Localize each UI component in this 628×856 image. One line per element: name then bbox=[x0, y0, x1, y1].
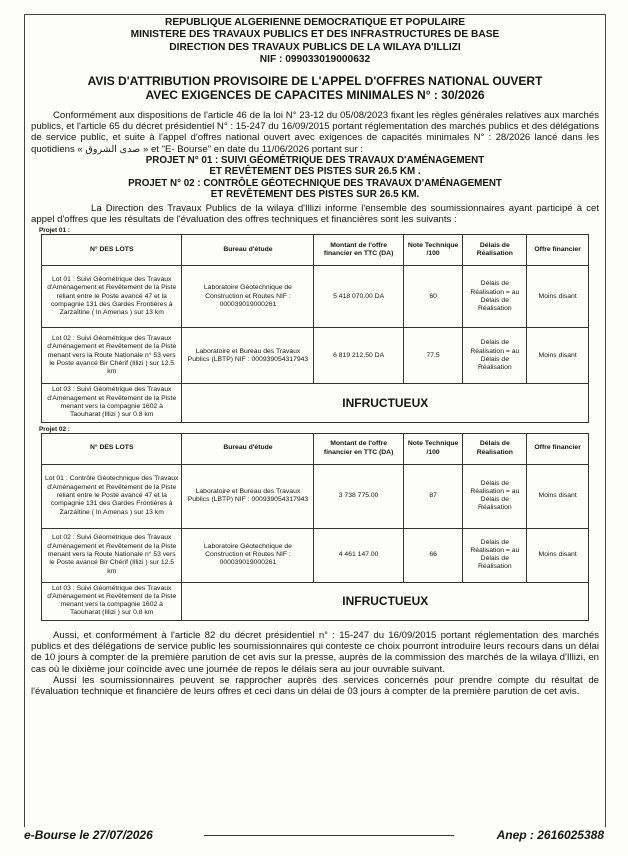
infructueux-cell: INFRUCTUEUX bbox=[182, 582, 589, 620]
header-direction: DIRECTION DES TRAVAUX PUBLICS DE LA WILAYA D'ILLIZI bbox=[169, 41, 461, 53]
col-bureau: Bureau d'étude bbox=[182, 235, 314, 266]
header-nif: NIF : 099033019000632 bbox=[259, 54, 371, 66]
project-2-line-1: PROJET N° 02 : CONTRÔLE GÉOTECHNIQUE DES TRAVAUX D'AMÉNAGEMENT bbox=[128, 177, 502, 189]
note-cell: 66 bbox=[403, 528, 463, 582]
lot-cell: Lot 01 : Contrôle Géotechnique des Travaux d'Aménagement et Revêtement de la Piste reliant entre le Poste avancé 47 et la compagnie 131 des Gardes Frontières à Zarzaïtine ( In Amenas ) sur 13 km bbox=[42, 464, 182, 528]
footer bbox=[24, 826, 604, 842]
project-list bbox=[25, 155, 605, 201]
recours-paragraph: Aussi, et conformément à l'article 82 du décret présidentiel n° : 15-247 du 16/09/2015 portant réglementation des marchés publics et des délégations de service public les soumissionnaires qui conteste ce choix pourront introduire leurs recours dans un délai de 10 jours à compter de la première parution de cet avis sur la presse, auprès de la commission des marchés de la wilaya d'Illizi, en cas où le dixième jour coïncide avec une journée de repos le délais sera au jour ouvrable suivant. bbox=[31, 629, 599, 675]
project-2-table bbox=[41, 433, 589, 621]
consultation-paragraph: Aussi les soumissionnaires peuvent se rapprocher auprès des services concernés pour prendre compte du résultat de l'évaluation technique et financière de leurs offres et ceci dans un délai de 03 jours à compter de la première parution de cet avis. bbox=[31, 674, 599, 698]
col-note: Note Technique /100 bbox=[403, 433, 463, 464]
project-2-tag: Projet 02 : bbox=[39, 425, 70, 433]
project-2-line-2: ET REVÊTEMENT DES PISTES SUR 26.5 KM. bbox=[210, 189, 420, 201]
col-montant: Montant de l'offre financier en TTC (DA) bbox=[314, 433, 403, 464]
montant-cell: 5 418 070.00 DA bbox=[314, 266, 403, 328]
notice-title bbox=[25, 74, 605, 102]
bureau-cell: Laboratoire et Bureau des Travaux Publics (LBTP) NIF : 000939054317943 bbox=[182, 328, 314, 384]
col-delais: Délais de Réalisation bbox=[463, 235, 527, 266]
offre-cell: Moins disant bbox=[527, 266, 589, 328]
col-delais: Délais de Réalisation bbox=[463, 433, 527, 464]
table-row bbox=[42, 582, 589, 620]
col-lots: N° DES LOTS bbox=[42, 235, 182, 266]
footer-anep: Anep : 2616025388 bbox=[496, 828, 604, 842]
table-row bbox=[42, 328, 589, 384]
notice-frame bbox=[24, 14, 606, 827]
project-1-line-1: PROJET N° 01 : SUIVI GÉOMÉTRIQUE DES TRAVAUX D'AMÉNAGEMENT bbox=[145, 154, 485, 166]
montant-cell: 4 461 147.00 bbox=[314, 528, 403, 582]
project-1-line-2: ET REVÊTEMENT DES PISTES SUR 26.5 KM . bbox=[209, 166, 421, 178]
bureau-cell: Laboratoire Géotechnique de Construction et Routes NIF : 000039019000261 bbox=[182, 266, 314, 328]
lot-cell: Lot 03 : Suivi Géométrique des Travaux d'Aménagement et Revêtement de la Piste menant vers la compagnie 1602 à Taouharat (Illizi ) sur 0.8 km bbox=[42, 384, 182, 422]
document-page bbox=[8, 4, 620, 852]
informs-paragraph: La Direction des Travaux Publics de la wilaya d'Illizi informe l'ensemble des soumissionnaires ayant participé à cet appel d'offres que les résultats de l'évaluation des offres techniques et financières sont les suivants : bbox=[31, 202, 599, 226]
bureau-cell: Laboratoire et Bureau des Travaux Publics (LBTP) NIF : 000939054317943 bbox=[182, 464, 314, 528]
offre-cell: Moins disant bbox=[527, 464, 589, 528]
title-line-2: AVEC EXIGENCES DE CAPACITES MINIMALES N° : 30/2026 bbox=[145, 87, 485, 102]
montant-cell: 3 738 775.00 bbox=[314, 464, 403, 528]
table-header-row bbox=[42, 433, 589, 464]
table-row bbox=[42, 266, 589, 328]
offre-cell: Moins disant bbox=[527, 328, 589, 384]
lot-cell: Lot 02 : Suivi Géométrique des Travaux d'Aménagement et Revêtement de la Piste menant vers la Route Nationale n° 53 vers le Poste avancé Bir Chérif (Illizi ) sur 12.5 km bbox=[42, 528, 182, 582]
lot-cell: Lot 02 : Suivi Géométrique des Travaux d'Aménagement et Revêtement de la Piste menant vers la Route Nationale n° 53 vers le Poste avancé Bir Chérif (Illizi ) sur 12.5 km bbox=[42, 328, 182, 384]
montant-cell: 6 819 212.50 DA bbox=[314, 328, 403, 384]
col-offre: Offre financier bbox=[527, 235, 589, 266]
lot-cell: Lot 03 : Suivi Géométrique des Travaux d'Aménagement et Revêtement de la Piste menant vers la compagnie 1602 à Taouharat (Illizi ) sur 0.8 km bbox=[42, 582, 182, 620]
delais-cell: Délais de Réalisation = au Délais de Réalisation bbox=[463, 464, 527, 528]
intro-paragraph: Conformément aux dispositions de l'article 46 de la loi N° 23-12 du 05/08/2023 fixant les règles générales relatives aux marchés publics, et l'article 65 du décret présidentiel N° : 15-247 du 16/09/2015 portant réglementation des marchés publics et des délégations de service public, et suite à l'appel d'offres national ouvert avec exigences de capacités minimales N° : 28/2026 lancé dans les quotidiens « صدى الشروق » et "E- Bourse" en date du 11/06/2026 portant sur : bbox=[31, 109, 599, 155]
table-header-row bbox=[42, 235, 589, 266]
col-bureau: Bureau d'étude bbox=[182, 433, 314, 464]
note-cell: 87 bbox=[403, 464, 463, 528]
project-1-tag: Projet 01 : bbox=[39, 227, 70, 235]
col-offre: Offre financier bbox=[527, 433, 589, 464]
col-montant: Montant de l'offre financier en TTC (DA) bbox=[314, 235, 403, 266]
footer-divider bbox=[204, 835, 454, 836]
header-block bbox=[25, 17, 605, 67]
delais-cell: Délais de Réalisation = au Délais de Réalisation bbox=[463, 328, 527, 384]
note-cell: 77,5 bbox=[403, 328, 463, 384]
project-1-table bbox=[41, 234, 589, 422]
infructueux-cell: INFRUCTUEUX bbox=[182, 384, 589, 422]
delais-cell: Délais de Réalisation = au Délais de Réalisation bbox=[463, 528, 527, 582]
table-row bbox=[42, 384, 589, 422]
col-lots: N° DES LOTS bbox=[42, 433, 182, 464]
footer-publication: e-Bourse le 27/07/2026 bbox=[24, 828, 153, 842]
header-ministry: MINISTERE DES TRAVAUX PUBLICS ET DES INFRASTRUCTURES DE BASE bbox=[130, 29, 500, 41]
note-cell: 60 bbox=[403, 266, 463, 328]
table-row bbox=[42, 528, 589, 582]
bureau-cell: Laboratoire Géotechnique de Construction et Routes NIF : 000039019000261 bbox=[182, 528, 314, 582]
col-note: Note Technique /100 bbox=[403, 235, 463, 266]
header-republic: REPUBLIQUE ALGERIENNE DEMOCRATIQUE ET POPULAIRE bbox=[165, 17, 465, 28]
lot-cell: Lot 01 : Suivi Géométrique des Travaux d'Aménagement et Revêtement de la Piste reliant entre le Poste avancé 47 et la compagnie 131 des Gardes Frontières à Zarzaïtine ( In Amenas ) sur 13 km bbox=[42, 266, 182, 328]
delais-cell: Délais de Réalisation = au Délais de Réalisation bbox=[463, 266, 527, 328]
title-line-1: AVIS D'ATTRIBUTION PROVISOIRE DE L'APPEL D'OFFRES NATIONAL OUVERT bbox=[87, 73, 543, 88]
table-row bbox=[42, 464, 589, 528]
offre-cell: Moins disant bbox=[527, 528, 589, 582]
